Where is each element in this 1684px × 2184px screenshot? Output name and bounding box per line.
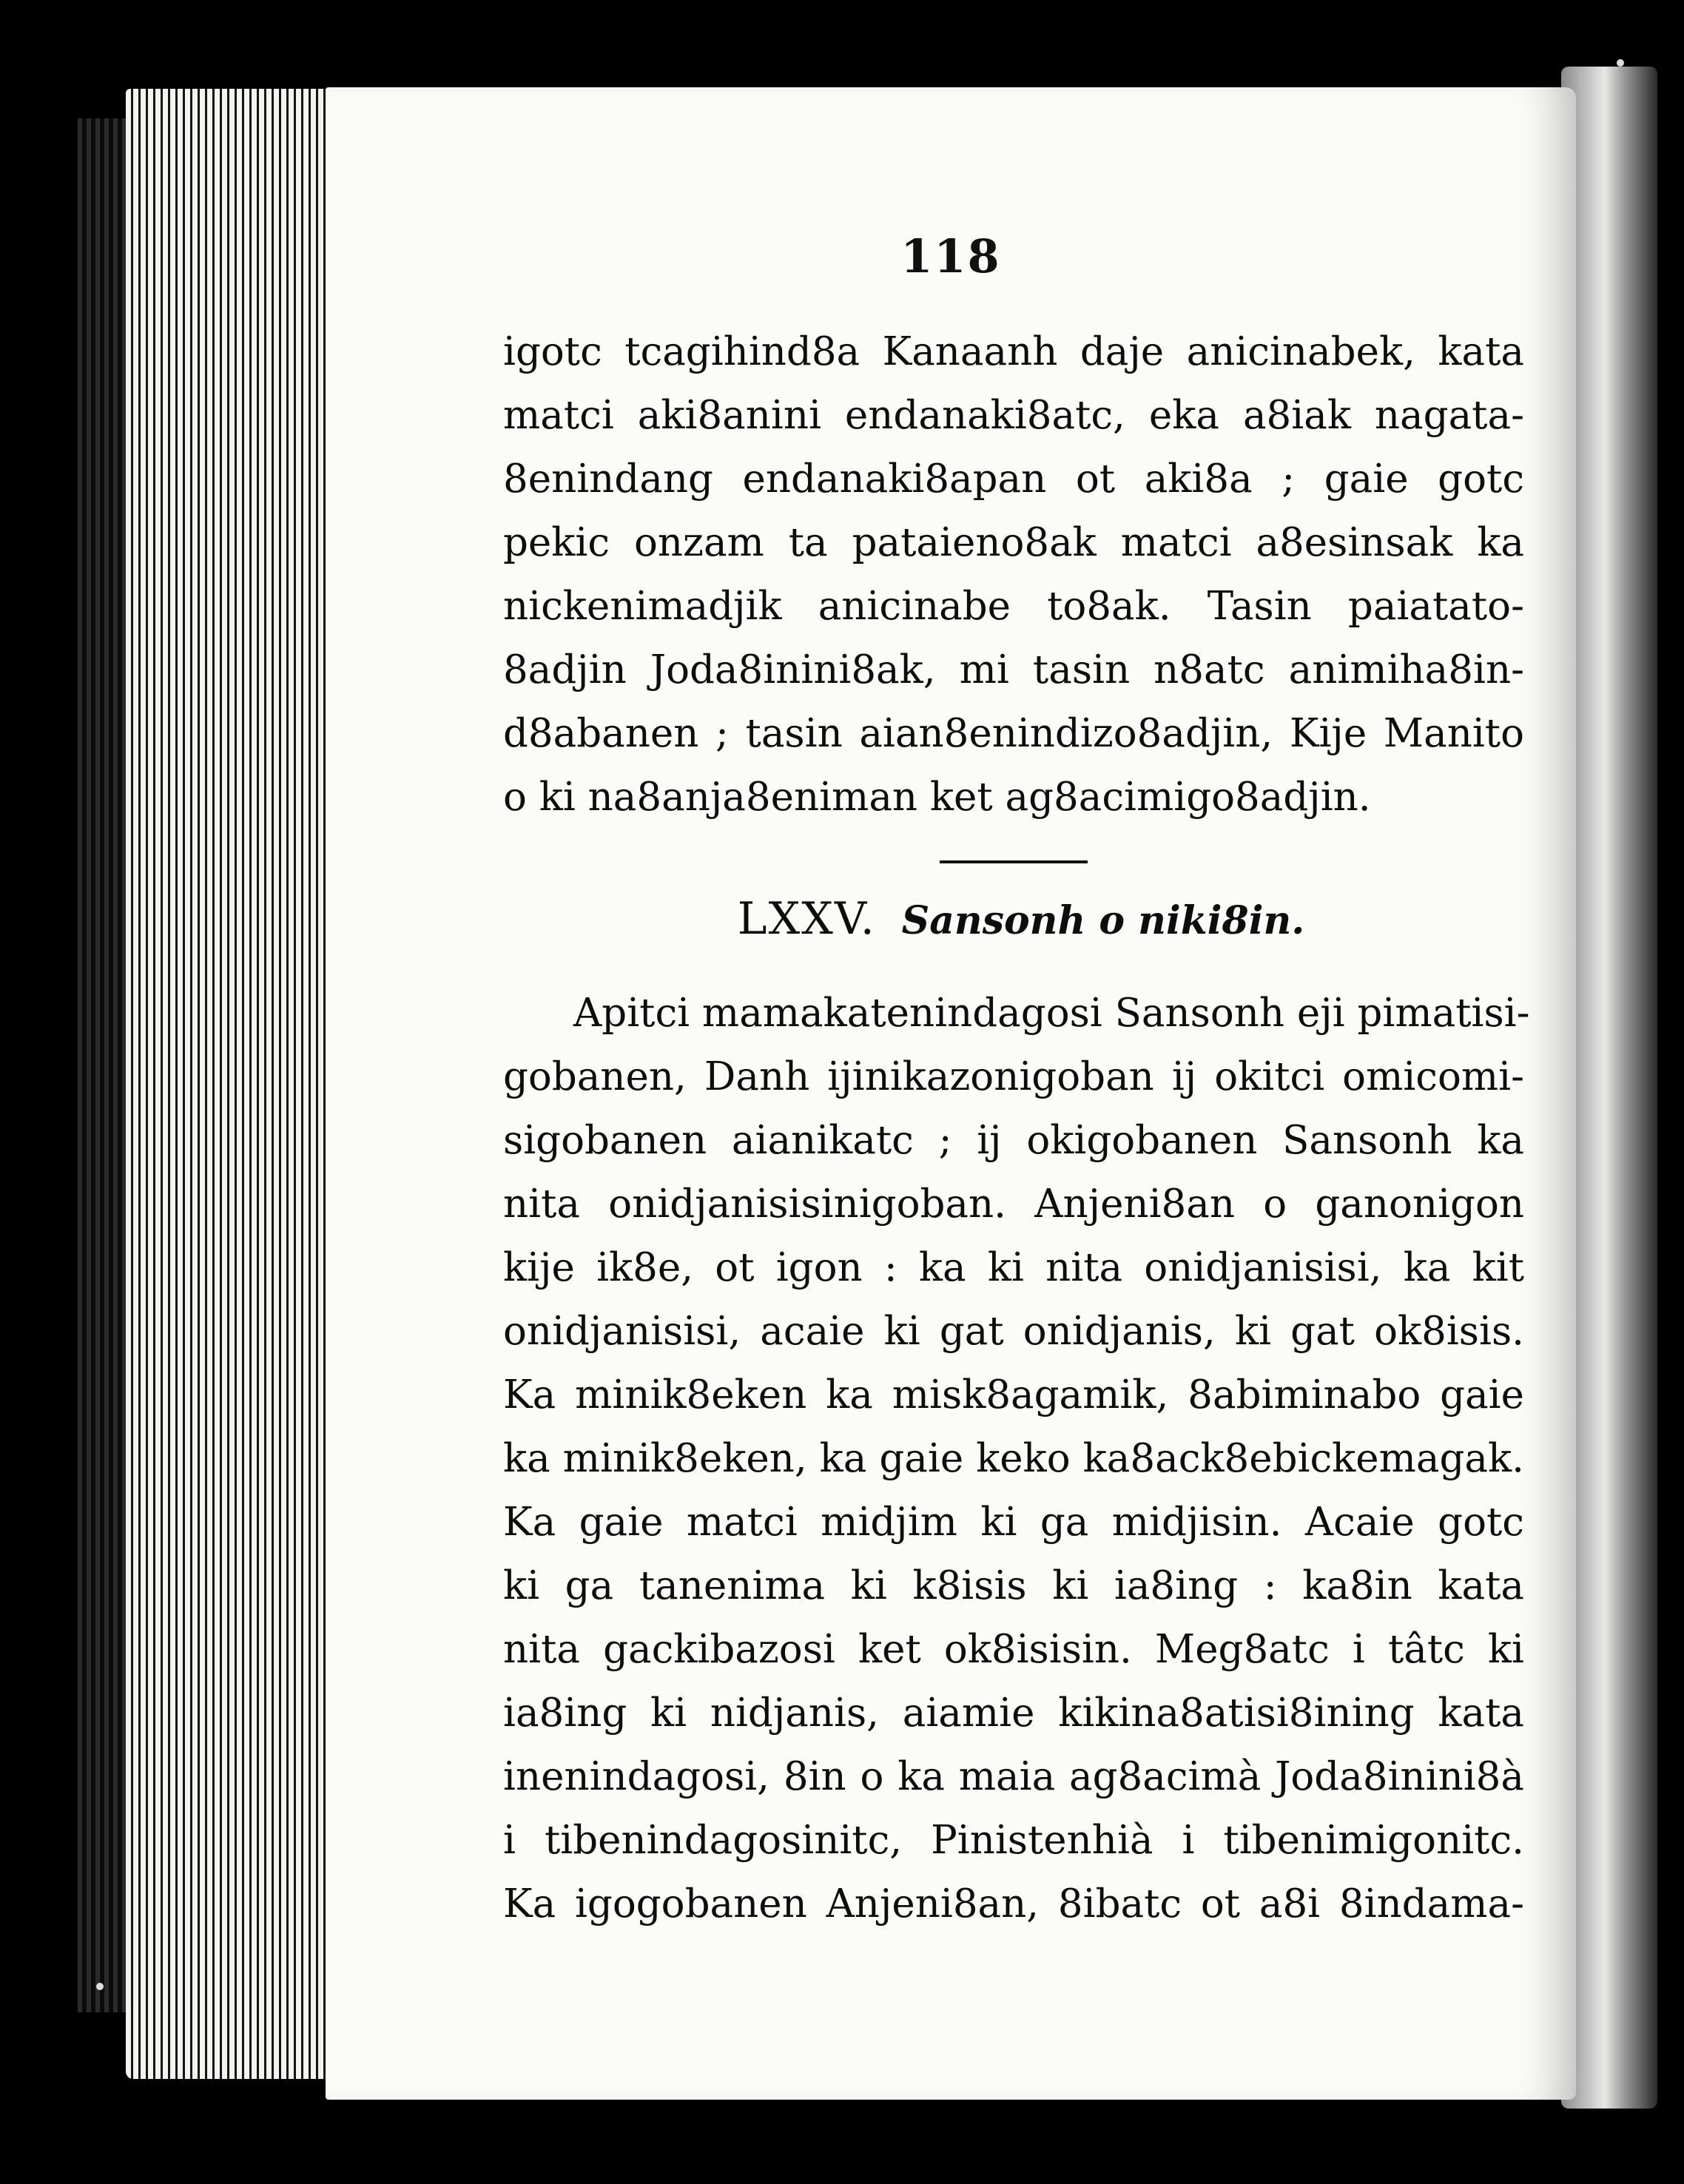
text-line: inenindagosi, 8in o ka maia ag8acimà Joda8inini8à — [503, 1754, 1524, 1799]
text-line: Apitci mamakatenindagosi Sansonh eji pimatisi- — [573, 991, 1530, 1036]
page-text — [503, 320, 1530, 1936]
book-page — [326, 87, 1576, 2100]
text-line: ki ga tanenima ki k8isis ki ia8ing : ka8in kata — [503, 1563, 1524, 1608]
text-line: matci aki8anini endanaki8atc, eka a8iak nagata- — [503, 393, 1524, 438]
text-line: o ki na8anja8eniman ket ag8acimigo8adjin. — [503, 775, 1371, 820]
section-divider — [940, 860, 1088, 863]
section-numeral: LXXV. — [737, 893, 876, 945]
text-line: 8adjin Joda8inini8ak, mi tasin n8atc animiha8in- — [503, 647, 1524, 692]
paragraph-one — [503, 320, 1524, 829]
section-heading — [503, 886, 1524, 952]
text-line: kije ik8e, ot igon : ka ki nita onidjanisisi, ka kit — [503, 1245, 1524, 1290]
page-number: 118 — [900, 229, 1001, 283]
text-line: i tibenindagosinitc, Pinistenhià i tibenimigonitc. — [503, 1818, 1524, 1863]
text-line: 8enindang endanaki8apan ot aki8a ; gaie gotc — [503, 456, 1524, 502]
text-line: sigobanen aianikatc ; ij okigobanen Sansonh ka — [503, 1118, 1524, 1163]
text-line: gobanen, Danh ijinikazonigoban ij okitci omicomi- — [503, 1054, 1524, 1099]
text-line: Ka minik8eken ka misk8agamik, 8abiminabo gaie — [503, 1372, 1524, 1418]
paragraph-two — [503, 982, 1530, 1936]
section-title: Sansonh o niki8in. — [901, 898, 1305, 943]
text-line: nickenimadjik anicinabe to8ak. Tasin paiatato- — [503, 584, 1524, 629]
text-line: ia8ing ki nidjanis, aiamie kikina8atisi8ining kata — [503, 1691, 1524, 1736]
book-edge-shadow — [78, 118, 129, 2012]
text-line: pekic onzam ta pataieno8ak matci a8esinsak ka — [503, 520, 1524, 565]
text-line: nita gackibazosi ket ok8isisin. Meg8atc i tâtc ki — [503, 1627, 1524, 1672]
stacked-page-edges — [126, 89, 333, 2079]
text-line: Ka gaie matci midjim ki ga midjisin. Acaie gotc — [503, 1500, 1524, 1545]
text-line: igotc tcagihind8a Kanaanh daje anicinabek, kata — [503, 329, 1524, 374]
scan-speck — [1617, 59, 1624, 67]
text-line: nita onidjanisisinigoban. Anjeni8an o ganonigon — [503, 1182, 1524, 1227]
text-line: Ka igogobanen Anjeni8an, 8ibatc ot a8i 8indama- — [503, 1881, 1524, 1927]
text-line: ka minik8eken, ka gaie keko ka8ack8ebickemagak. — [503, 1436, 1524, 1481]
scan-speck — [96, 1983, 104, 1990]
text-line: d8abanen ; tasin aian8enindizo8adjin, Kije Manito — [503, 711, 1524, 756]
text-line: onidjanisisi, acaie ki gat onidjanis, ki gat ok8isis. — [503, 1309, 1524, 1354]
